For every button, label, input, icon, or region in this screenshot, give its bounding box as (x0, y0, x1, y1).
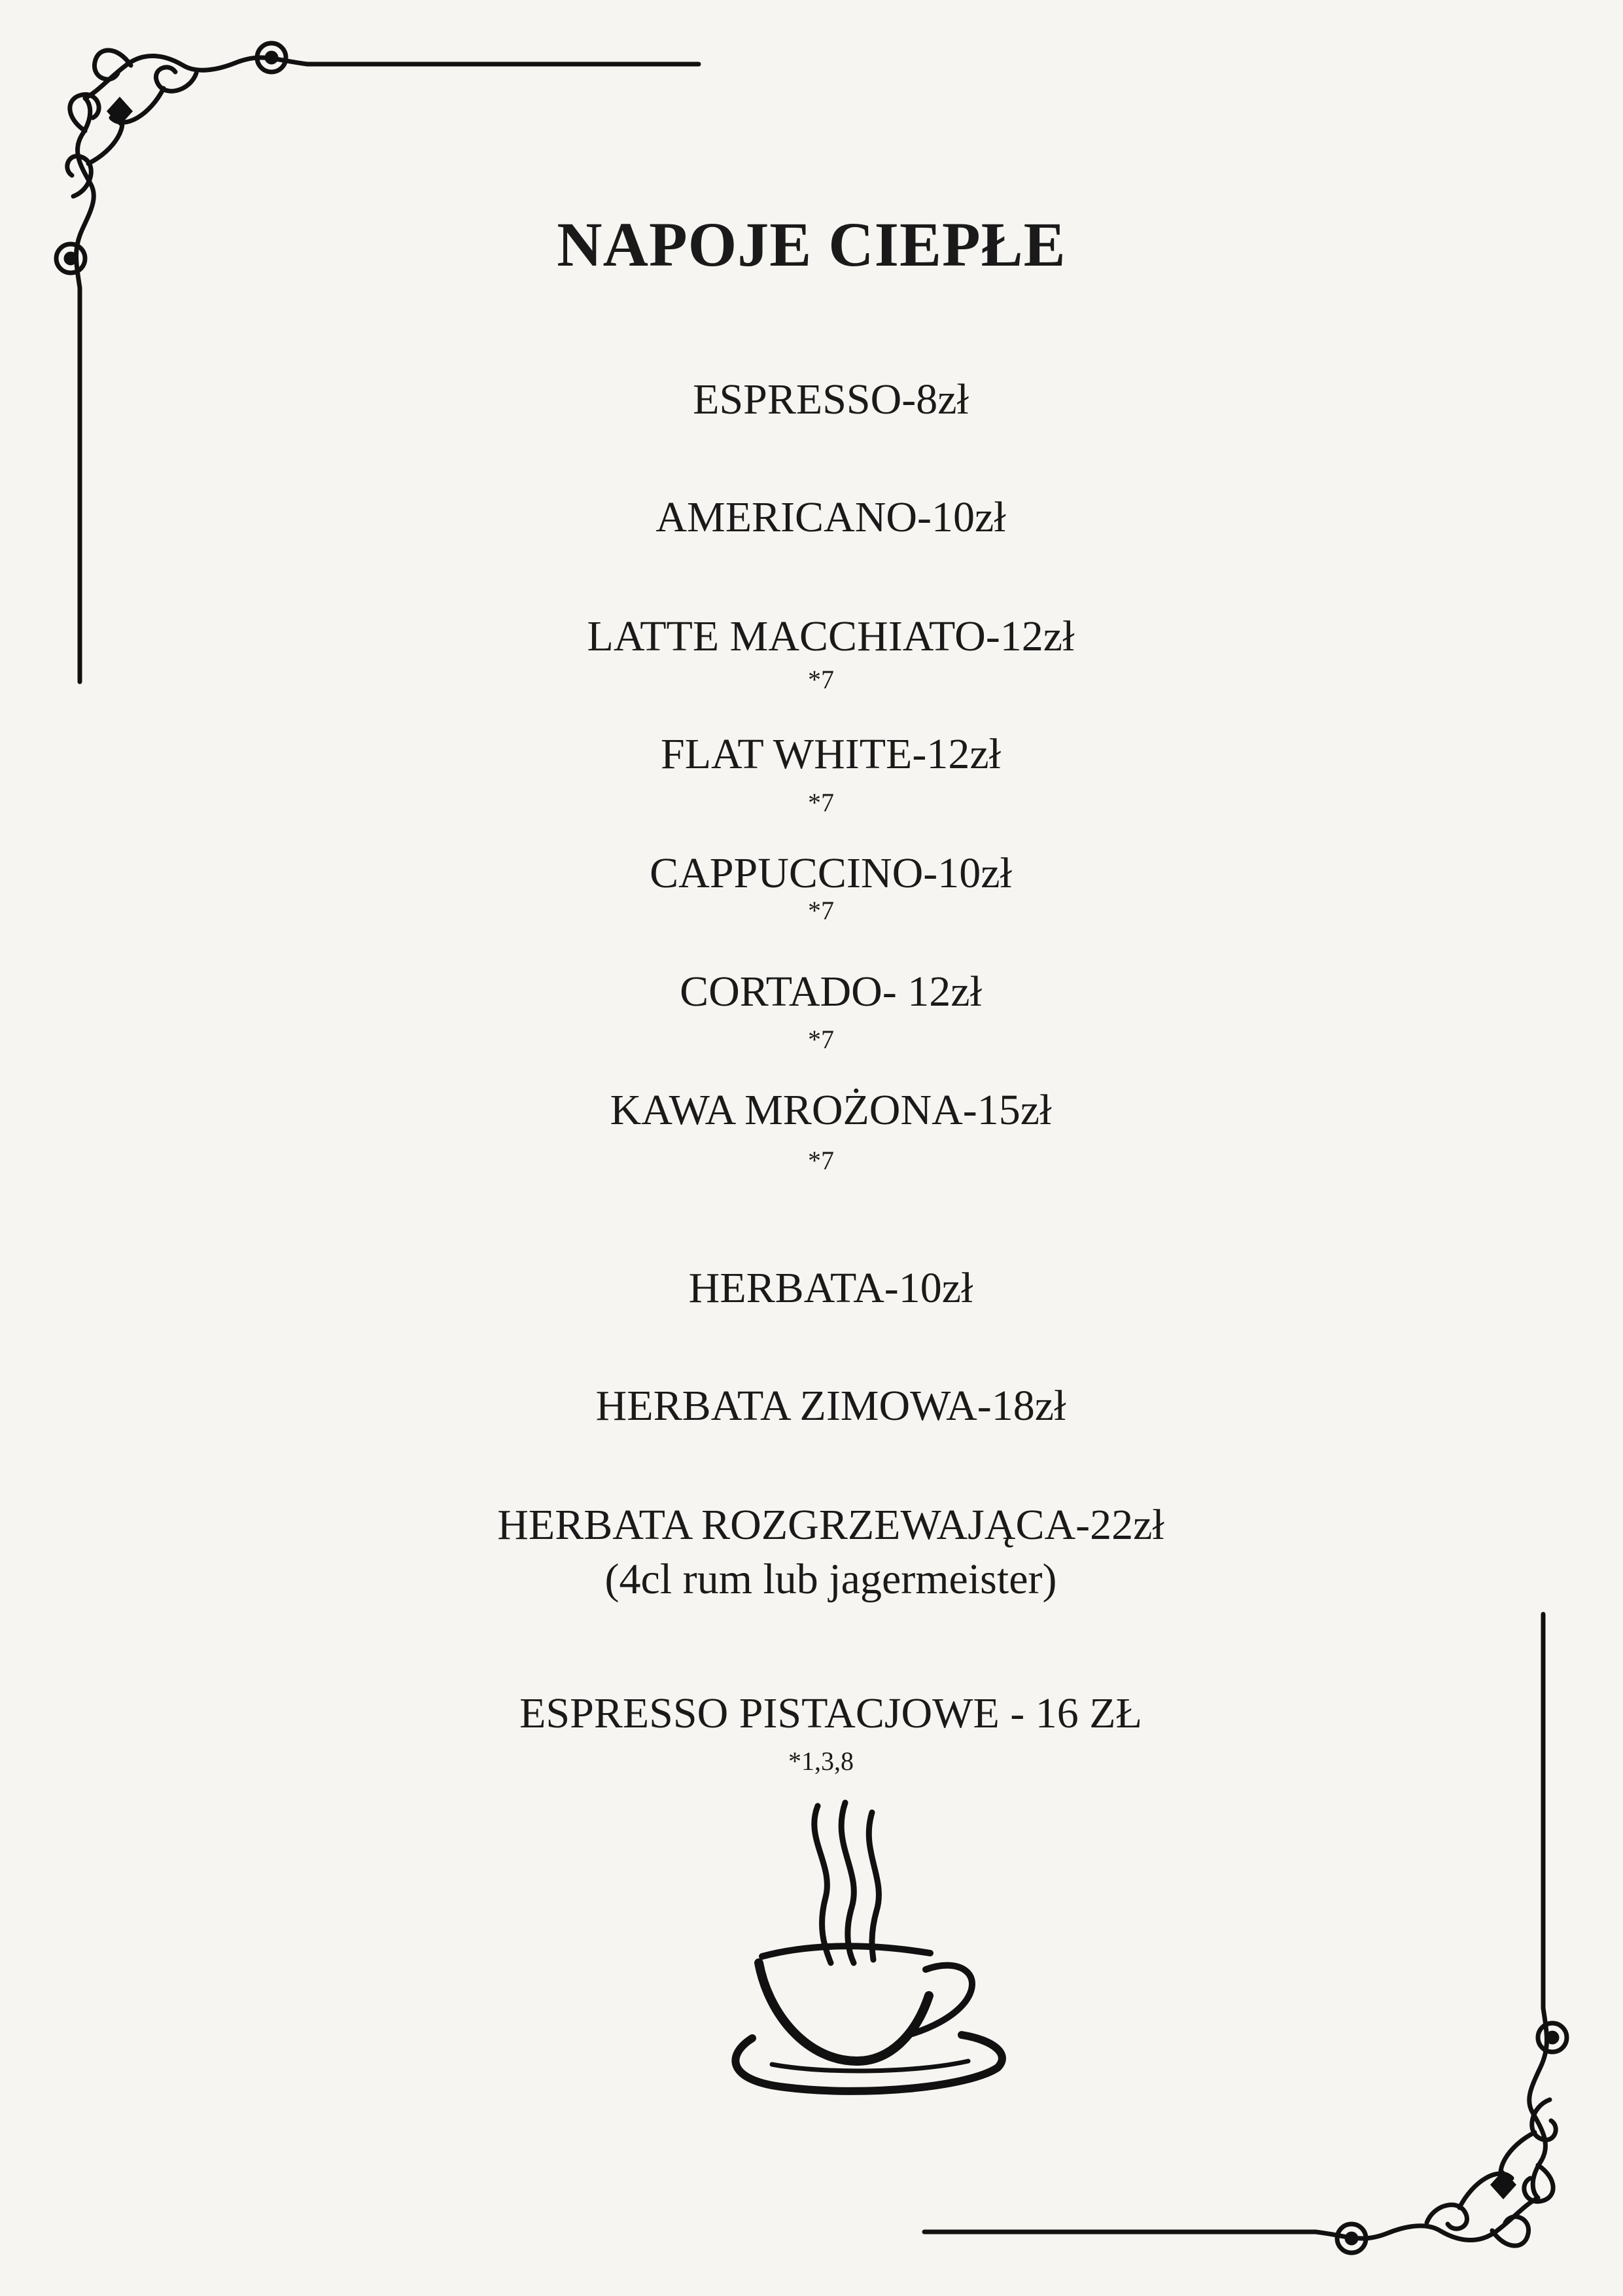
corner-ornament-top-left-icon (56, 43, 699, 682)
allergen-note: *7 (808, 1146, 834, 1175)
menu-item-label: HERBATA ROZGRZEWAJĄCA-22zł (497, 1501, 1164, 1549)
allergen-note: *7 (808, 896, 834, 925)
menu-item-espresso-pistacjowe: ESPRESSO PISTACJOWE - 16 ZŁ (519, 1689, 1142, 1737)
menu-item-kawa-mrozona: KAWA MROŻONA-15zł (610, 1086, 1052, 1134)
page-title: NAPOJE CIEPŁE (557, 209, 1066, 279)
allergen-note: *7 (808, 1025, 834, 1054)
coffee-cup-icon (735, 1803, 1002, 2091)
allergen-note: *1,3,8 (788, 1746, 854, 1776)
menu-item-cappuccino: CAPPUCCINO-10zł (650, 849, 1012, 897)
menu-item-flat-white: FLAT WHITE-12zł (661, 730, 1001, 778)
menu-item-sublabel: (4cl rum lub jagermeister) (604, 1555, 1057, 1603)
menu-item-herbata-zimowa: HERBATA ZIMOWA-18zł (595, 1382, 1066, 1430)
allergen-note: *7 (808, 665, 834, 694)
menu-item-espresso: ESPRESSO-8zł (693, 376, 969, 423)
menu-item-latte-macchiato: LATTE MACCHIATO-12zł (587, 612, 1075, 660)
menu-item-americano: AMERICANO-10zł (655, 493, 1006, 541)
menu-item-cortado: CORTADO- 12zł (680, 968, 982, 1016)
menu-item-herbata-rozgrzewajaca (497, 1498, 1164, 1606)
menu-item-herbata: HERBATA-10zł (688, 1264, 973, 1312)
allergen-note: *7 (808, 788, 834, 817)
